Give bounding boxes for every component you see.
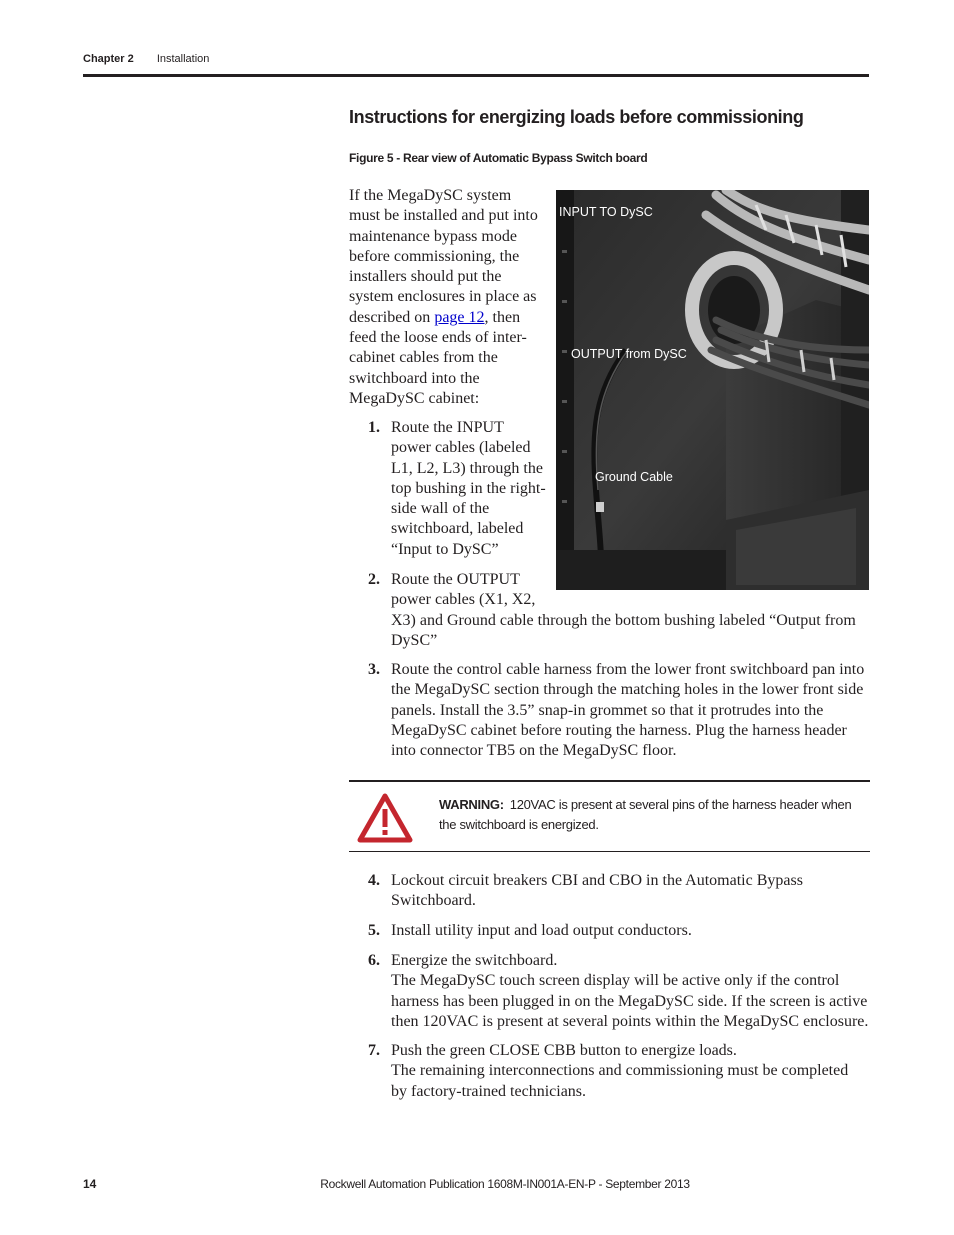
step-number: 4.: [368, 872, 380, 889]
section-label: Installation: [156, 53, 210, 65]
publication-info: Rockwell Automation Publication 1608M-IN001A-EN-P - September 2013: [320, 1177, 690, 1191]
figure-label-ground: Ground Cable: [595, 470, 673, 484]
figure-caption: Figure 5 - Rear view of Automatic Bypass Switch board: [349, 151, 648, 165]
chapter-label: Chapter 2: [83, 53, 134, 65]
header-rule: [83, 74, 869, 77]
step-text: Route the control cable harness from the lower front switchboard pan into the MegaDySC section through the matching holes in the lower front side panels. Install the 3.5” snap-in grommet so that it protrudes into the MegaDySC cabinet before routing the harness. Plug the harness header into connector TB5 on the MegaDySC floor.: [391, 661, 865, 760]
step-text-b: X3) and Ground cable through the bottom bushing labeled “Output from DySC”: [391, 611, 856, 649]
step-number: 5.: [368, 922, 380, 939]
warning-label: WARNING:: [439, 797, 504, 812]
figure-label-input: INPUT TO DySC: [559, 205, 653, 219]
step-number: 3.: [368, 661, 380, 678]
step-number: 2.: [368, 571, 380, 588]
step-number: 7.: [368, 1042, 380, 1059]
intro-paragraph: [349, 186, 544, 409]
list-item: [368, 570, 868, 652]
page-number: 14: [83, 1177, 97, 1191]
section-heading: Instructions for energizing loads before commissioning: [349, 107, 804, 127]
step-note: The remaining interconnections and commissioning must be completed by factory-trained technicians.: [391, 1062, 849, 1100]
step-text: Energize the switchboard.: [391, 952, 558, 969]
warning-text: 120VAC is present at several pins of the harness header when the switchboard is energized.: [439, 797, 852, 832]
switchboard-rear-photo: [556, 190, 869, 590]
running-header: [83, 53, 209, 65]
intro-text-b: , then feed the loose ends of inter-cabinet cables from the switchboard into the MegaDySC cabinet:: [349, 308, 527, 407]
step-text: Install utility input and load output conductors.: [391, 922, 692, 939]
warning-triangle-icon: [357, 793, 413, 843]
warning-bottom-rule: [349, 851, 870, 852]
warning-message: [439, 795, 859, 835]
step-number: 6.: [368, 952, 380, 969]
figure-label-output: OUTPUT from DySC: [571, 347, 687, 361]
warning-top-rule: [349, 780, 870, 782]
step-number: 1.: [368, 419, 380, 436]
intro-text-a: If the MegaDySC system must be installed and put into maintenance bypass mode before commissioning, the installers should put the system enclosures in place as described on: [349, 187, 538, 326]
step-text-a: Route the OUTPUT power cables (X1, X2,: [391, 571, 536, 609]
step-note: The MegaDySC touch screen display will be active only if the control harness has been plugged in on the MegaDySC side. If the screen is active then 120VAC is present at several points within the MegaDySC enclosure.: [391, 972, 869, 1030]
step-text: Lockout circuit breakers CBI and CBO in the Automatic Bypass Switchboard.: [391, 872, 803, 910]
page-12-link[interactable]: page 12: [434, 308, 485, 326]
step-text: Push the green CLOSE CBB button to energize loads.: [391, 1042, 737, 1059]
step-text: Route the INPUT power cables (labeled L1, L2, L3) through the top bushing in the right-side wall of the switchboard, labeled “Input to DySC”: [391, 419, 546, 558]
